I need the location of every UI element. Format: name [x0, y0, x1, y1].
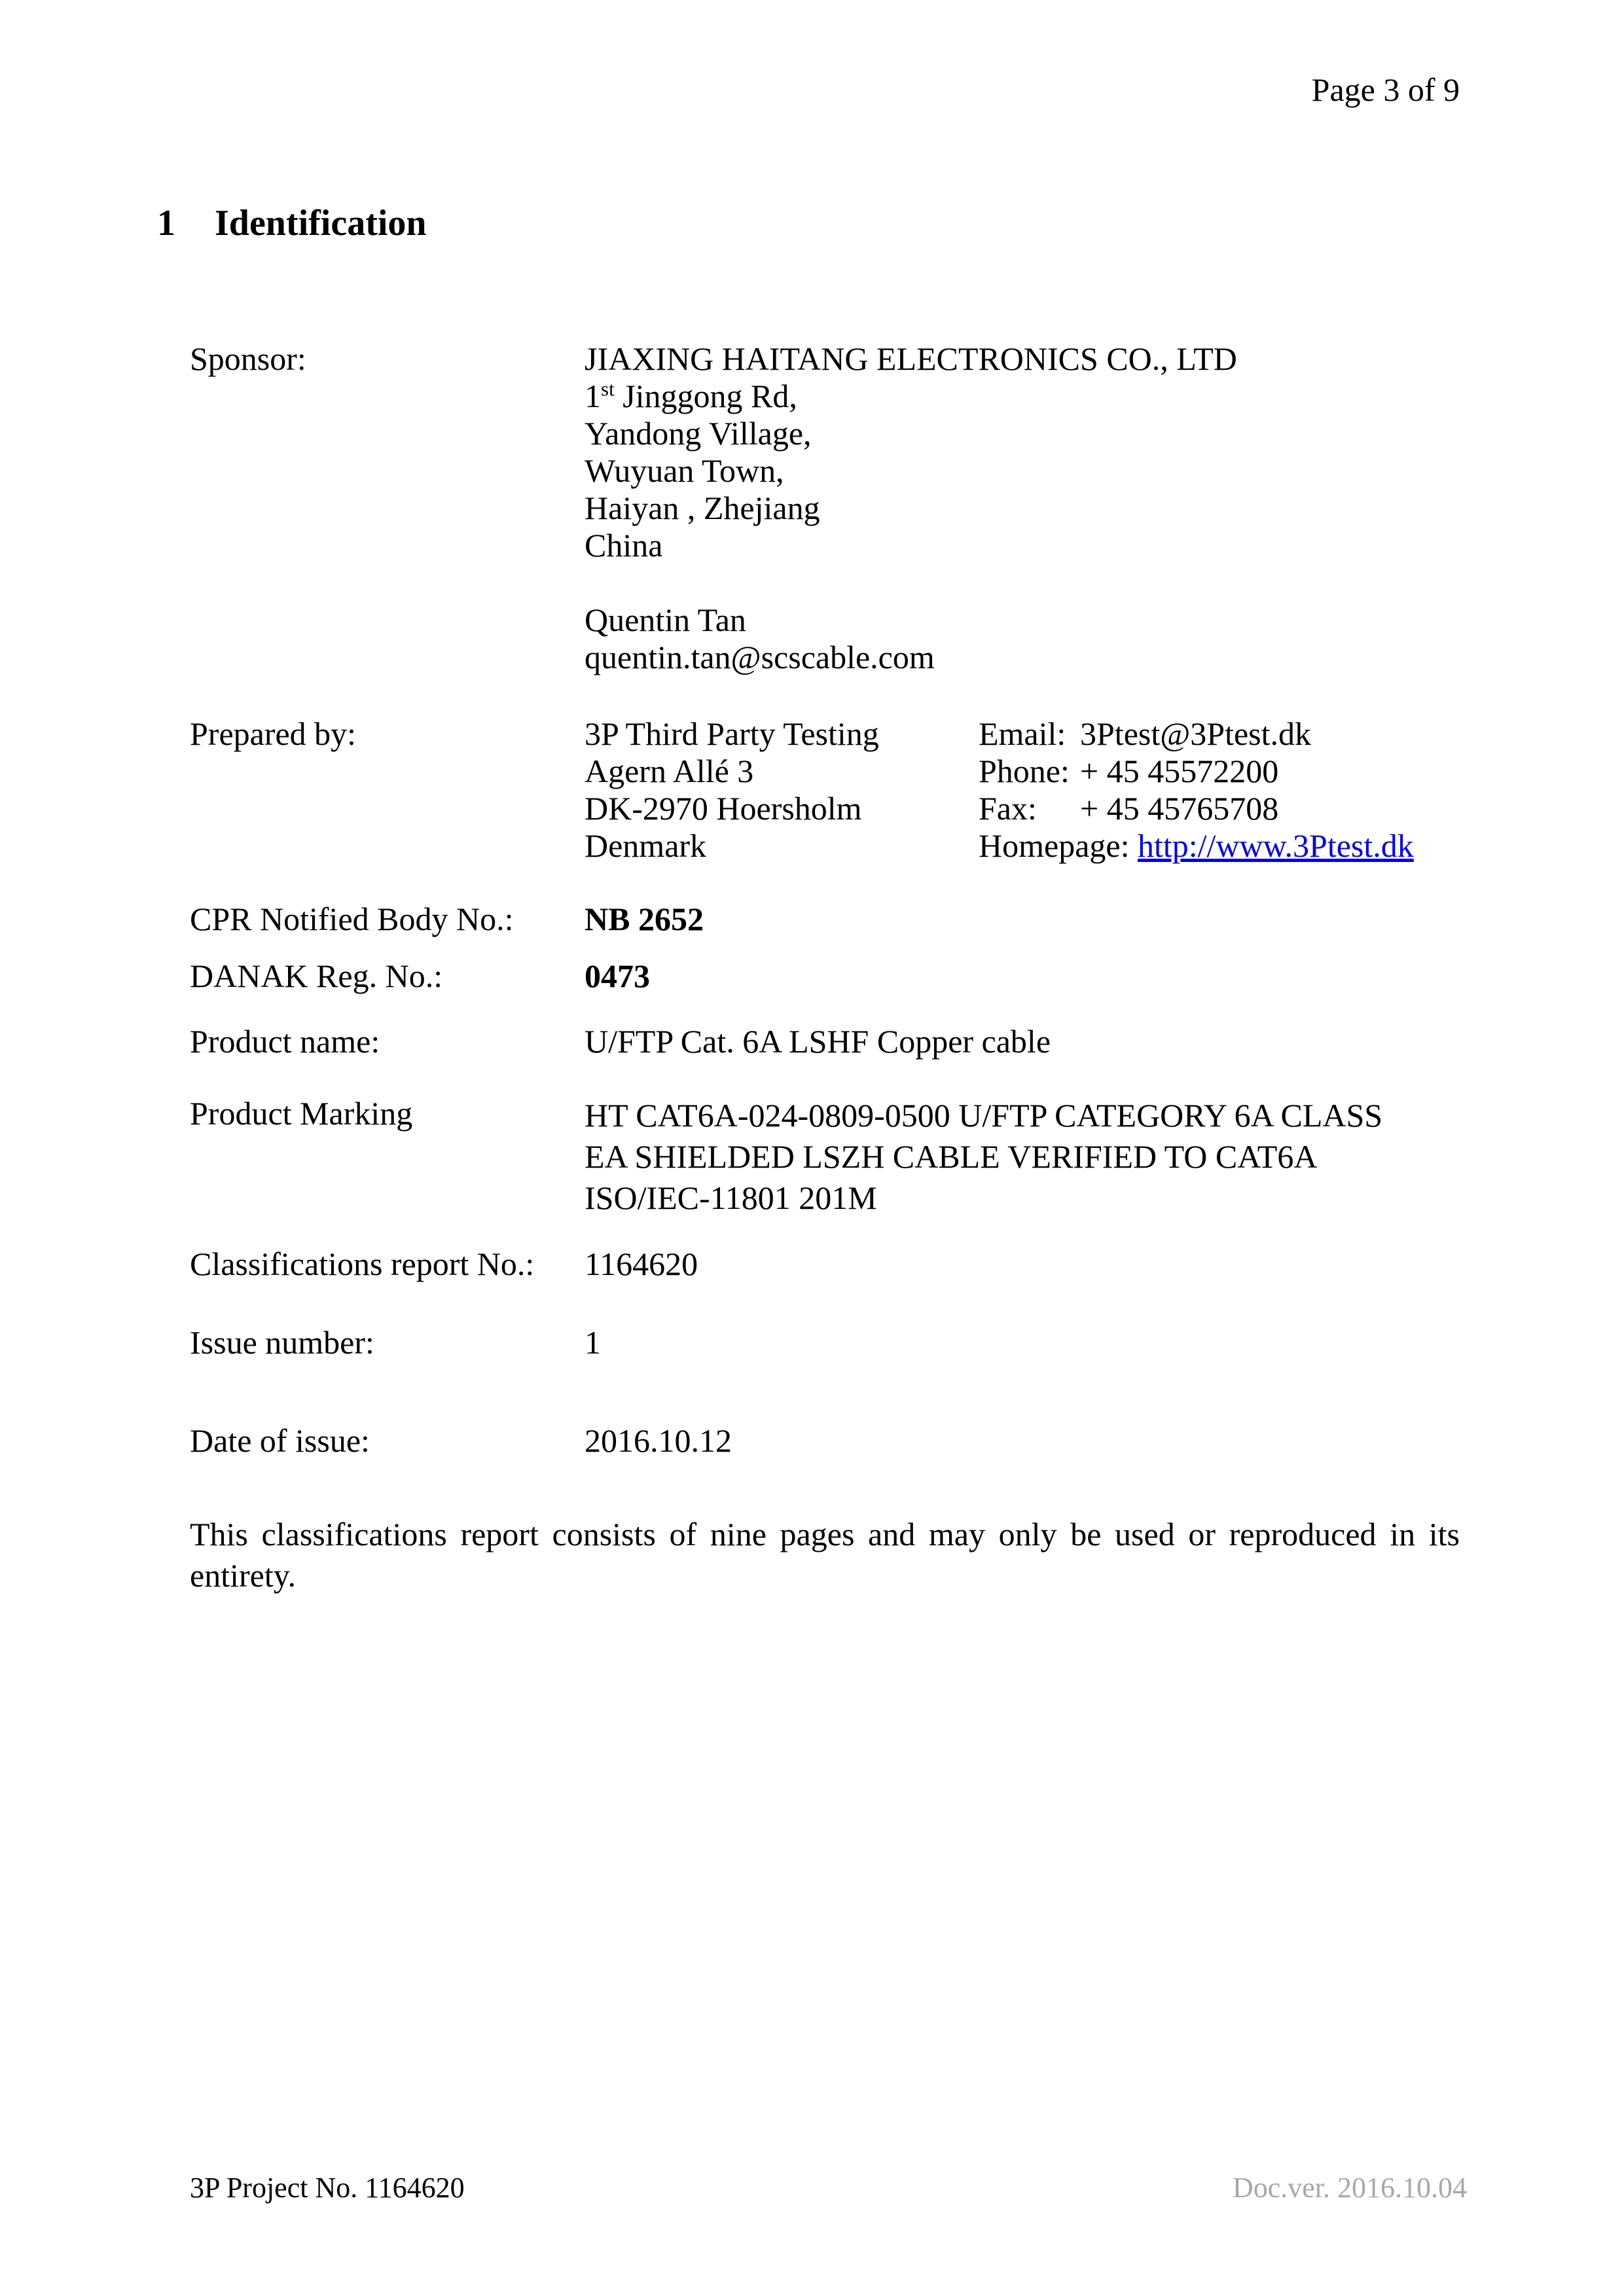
contact-homepage-line: [979, 827, 1460, 865]
prepared-address-line: Denmark: [585, 827, 707, 864]
field-prepared-by: [190, 715, 1460, 865]
phone-label: Phone:: [979, 753, 1070, 789]
prepared-by-label: Prepared by:: [190, 715, 357, 752]
section-heading: [157, 202, 1460, 245]
email-label: Email:: [979, 715, 1066, 752]
field-date-of-issue: [190, 1422, 1460, 1460]
product-marking-line: EA SHIELDED LSZH CABLE VERIFIED TO CAT6A: [585, 1138, 1318, 1175]
cpr-value: NB 2652: [585, 901, 704, 937]
blank-line: [585, 564, 1460, 601]
sponsor-street: [585, 378, 1460, 415]
email-value: 3Ptest@3Ptest.dk: [1080, 715, 1312, 752]
street-name: Jinggong Rd,: [614, 378, 797, 414]
footer-doc-version: Doc.ver. 2016.10.04: [1232, 2172, 1467, 2204]
date-of-issue-value: 2016.10.12: [585, 1422, 732, 1459]
product-marking-line: ISO/IEC-11801 201M: [585, 1179, 877, 1216]
date-of-issue-label: Date of issue:: [190, 1422, 370, 1459]
prepared-by-contact: [979, 715, 1460, 865]
street-ordinal-suffix: st: [601, 377, 615, 401]
sponsor-value: [585, 340, 1460, 676]
report-no-label: Classifications report No.:: [190, 1246, 535, 1282]
street-number: 1: [585, 378, 601, 414]
section-number: 1: [157, 203, 175, 243]
cpr-label: CPR Notified Body No.:: [190, 901, 514, 937]
field-issue-number: [190, 1324, 1460, 1361]
field-danak-reg-no: [190, 958, 1460, 995]
sponsor-contact-name: Quentin Tan: [585, 601, 746, 638]
sponsor-address-line: Haiyan , Zhejiang: [585, 490, 820, 526]
product-marking-line: HT CAT6A-024-0809-0500 U/FTP CATEGORY 6A CLASS: [585, 1097, 1383, 1134]
prepared-address-line: 3P Third Party Testing: [585, 715, 879, 752]
contact-phone-line: [979, 753, 1460, 790]
field-product-name: [190, 1023, 1460, 1060]
sponsor-address-line: Yandong Village,: [585, 415, 812, 452]
fax-label: Fax:: [979, 790, 1037, 827]
report-no-value: 1164620: [585, 1246, 698, 1282]
homepage-label: Homepage:: [979, 827, 1138, 864]
product-name-label: Product name:: [190, 1023, 380, 1060]
fax-value: + 45 45765708: [1080, 790, 1279, 827]
contact-fax-line: [979, 790, 1460, 827]
issue-number-label: Issue number:: [190, 1324, 374, 1361]
sponsor-address-line: China: [585, 527, 663, 564]
product-marking-label: Product Marking: [190, 1095, 413, 1132]
page-number: Page 3 of 9: [1311, 71, 1460, 108]
field-report-no: [190, 1246, 1460, 1283]
field-product-marking: [190, 1095, 1460, 1219]
sponsor-contact-email: quentin.tan@scscable.com: [585, 639, 935, 675]
prepared-address-line: Agern Allé 3: [585, 753, 754, 789]
sponsor-address-line: Wuyuan Town,: [585, 452, 784, 489]
danak-value: 0473: [585, 958, 650, 994]
section-title: Identification: [215, 203, 427, 243]
closing-paragraph: This classifications report consists of nine pages and may only be used or reproduced in its entirety.: [190, 1516, 1460, 1594]
homepage-link[interactable]: http://www.3Ptest.dk: [1137, 827, 1414, 864]
product-marking-value: [585, 1095, 1460, 1219]
prepared-by-address: [585, 715, 979, 865]
field-cpr-notified-body: [190, 901, 1460, 938]
issue-number-value: 1: [585, 1324, 601, 1361]
footer-project-no: 3P Project No. 1164620: [190, 2172, 465, 2204]
field-sponsor: [190, 340, 1460, 676]
sponsor-company: JIAXING HAITANG ELECTRONICS CO., LTD: [585, 340, 1237, 377]
phone-value: + 45 45572200: [1080, 753, 1279, 789]
prepared-address-line: DK-2970 Hoersholm: [585, 790, 862, 827]
product-name-value: U/FTP Cat. 6A LSHF Copper cable: [585, 1023, 1051, 1060]
sponsor-label: Sponsor:: [190, 340, 306, 377]
contact-email-line: [979, 715, 1460, 753]
prepared-by-value: [585, 715, 1460, 865]
page-footer: [190, 2172, 1467, 2204]
danak-label: DANAK Reg. No.:: [190, 958, 443, 994]
